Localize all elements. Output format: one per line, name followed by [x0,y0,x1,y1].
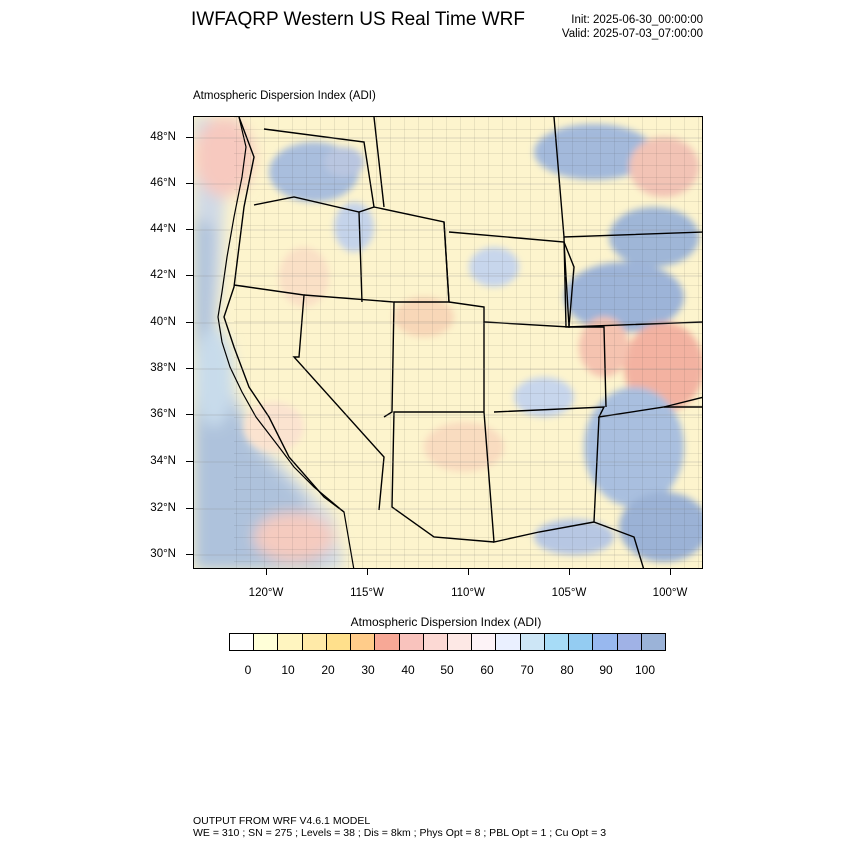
lon-label: 110°W [451,587,485,599]
lon-tick [266,569,267,575]
lat-label: 42°N [150,269,176,281]
lat-label: 40°N [150,316,176,328]
lat-label: 46°N [150,177,176,189]
colorbar-swatch [278,634,302,650]
valid-time: Valid: 2025-07-03_07:00:00 [561,28,703,40]
footer-model: OUTPUT FROM WRF V4.6.1 MODEL [193,815,371,827]
colorbar-swatch [448,634,472,650]
lon-tick [367,569,368,575]
colorbar-swatch [472,634,496,650]
lat-label: 48°N [150,131,176,143]
adi-map [193,116,703,569]
lon-label: 120°W [248,587,284,599]
colorbar-label: 40 [401,663,415,677]
lat-tick [186,322,193,323]
colorbar-swatch [593,634,617,650]
colorbar-label: 10 [281,663,295,677]
colorbar-swatch [496,634,520,650]
lat-label: 44°N [150,223,176,235]
lon-tick [670,569,671,575]
map-field-svg [194,117,703,569]
lon-tick [569,569,570,575]
colorbar-swatch [375,634,399,650]
lat-tick [186,414,193,415]
lat-tick [186,275,193,276]
colorbar-swatch [618,634,642,650]
colorbar-label: 60 [480,663,494,677]
lon-label: 100°W [652,587,688,599]
page-title: IWFAQRP Western US Real Time WRF [191,9,525,30]
lon-tick [468,569,469,575]
colorbar-swatch [569,634,593,650]
colorbar-label: 70 [520,663,534,677]
colorbar-swatch [303,634,327,650]
colorbar-label: 0 [244,663,252,677]
colorbar-label: 50 [440,663,454,677]
lat-tick [186,183,193,184]
colorbar-label: 80 [560,663,574,677]
init-time: Init: 2025-06-30_00:00:00 [571,14,703,26]
lat-tick [186,368,193,369]
lat-label: 36°N [150,408,176,420]
lat-tick [186,461,193,462]
colorbar-label: 100 [634,663,656,677]
colorbar-swatch [642,634,665,650]
lat-tick [186,554,193,555]
colorbar-title: Atmospheric Dispersion Index (ADI) [350,615,542,629]
lat-tick [186,137,193,138]
colorbar-swatch [400,634,424,650]
colorbar-swatch [230,634,254,650]
colorbar [229,633,666,651]
colorbar-label: 20 [321,663,335,677]
map-subtitle: Atmospheric Dispersion Index (ADI) [193,90,376,102]
lat-label: 32°N [150,502,176,514]
lat-label: 34°N [150,455,176,467]
colorbar-swatch [545,634,569,650]
lat-tick [186,508,193,509]
colorbar-label: 90 [599,663,613,677]
colorbar-swatch [327,634,351,650]
lat-label: 38°N [150,362,176,374]
lat-tick [186,229,193,230]
lon-label: 115°W [350,587,384,599]
colorbar-swatch [254,634,278,650]
lon-label: 105°W [551,587,587,599]
colorbar-swatch [351,634,375,650]
footer-config: WE = 310 ; SN = 275 ; Levels = 38 ; Dis = 8km ; Phys Opt = 8 ; PBL Opt = 1 ; Cu Opt = 3 [193,827,607,839]
colorbar-swatch [424,634,448,650]
lat-label: 30°N [150,548,176,560]
colorbar-swatch [521,634,545,650]
colorbar-label: 30 [361,663,375,677]
